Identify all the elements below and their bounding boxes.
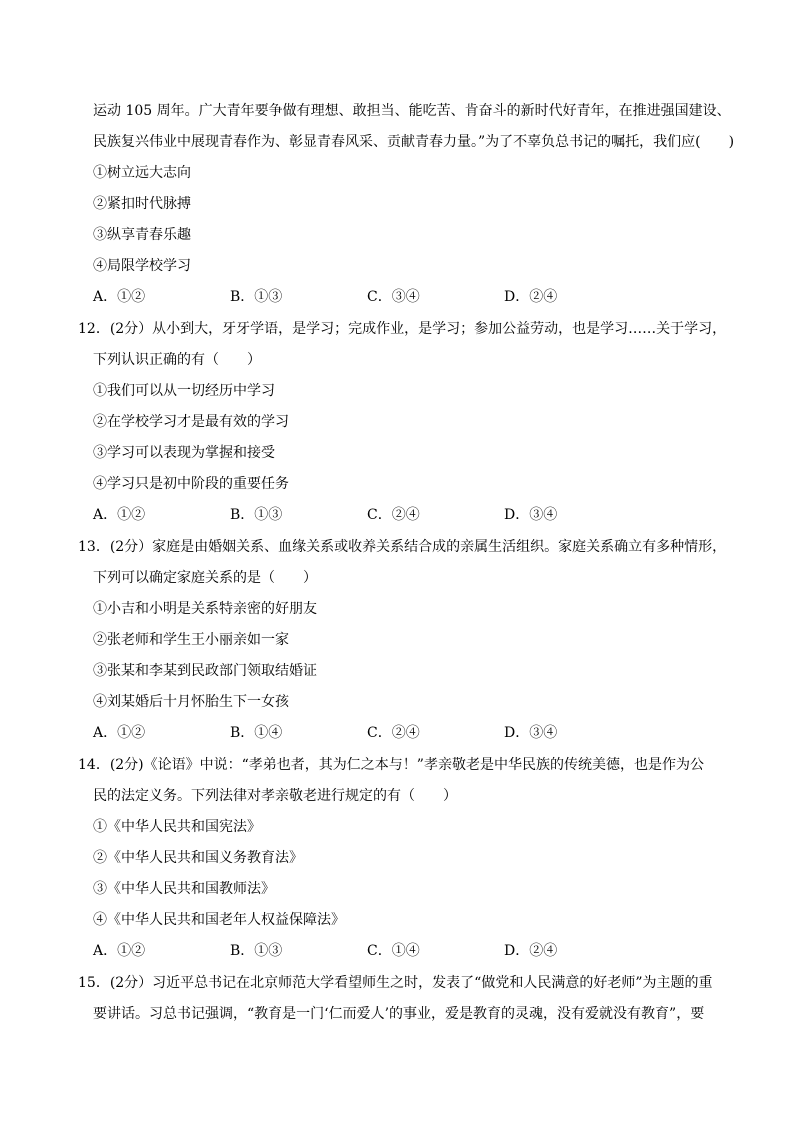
q11-item-2: ②紧扣时代脉搏 — [93, 196, 191, 212]
q14-item-3: ③《中华人民共和国教师法》 — [93, 881, 275, 897]
q12-stem-line1: 12．(2分）从小到大，牙牙学语，是学习；完成作业，是学习；参加公益劳动，也是学习……关于学习， — [78, 321, 727, 337]
q12-item-3: ③学习可以表现为掌握和接受 — [93, 445, 275, 461]
q13-answer-c: C．②④ — [367, 725, 420, 741]
q11-stem-line2: 民族复兴伟业中展现青春作为、彰显青春风采、贡献青春力量。”为了不辜负总书记的嘱托，我们应( ) — [93, 134, 735, 150]
q11-stem-line1: 运动 105 周年。广大青年要争做有理想、敢担当、能吃苦、肯奋斗的新时代好青年，在推进强国建设、 — [93, 103, 731, 119]
q11-item-4: ④局限学校学习 — [93, 258, 191, 274]
q11-answer-a: A．①② — [93, 289, 146, 305]
q15-stem-line2: 要讲话。习总书记强调，“教育是一门‘仁而爱人’的事业，爱是教育的灵魂，没有爱就没有教育”，要 — [93, 1006, 705, 1022]
q12-item-4: ④学习只是初中阶段的重要任务 — [93, 476, 289, 492]
q14-item-4: ④《中华人民共和国老年人权益保障法》 — [93, 912, 345, 928]
q12-stem-line2: 下列认识正确的有（ ） — [93, 352, 261, 368]
q11-item-3: ③纵享青春乐趣 — [93, 227, 191, 243]
q14-answer-a: A．①② — [93, 943, 146, 959]
q15-stem-line1: 15．(2分）习近平总书记在北京师范大学看望师生之时，发表了“做党和人民满意的好老师”为主题的重 — [78, 975, 713, 991]
q14-answer-d: D．②④ — [504, 943, 558, 959]
q13-stem-line1: 13．(2分）家庭是由婚姻关系、血缘关系或收养关系结合成的亲属生活组织。家庭关系确立有多种情形， — [78, 539, 727, 555]
q11-answer-b: B．①③ — [230, 289, 283, 305]
q11-item-1: ①树立远大志向 — [93, 165, 191, 181]
q13-item-3: ③张某和李某到民政部门领取结婚证 — [93, 663, 317, 679]
q12-item-1: ①我们可以从一切经历中学习 — [93, 383, 275, 399]
q11-answer-d: D．②④ — [504, 289, 558, 305]
q14-stem-line1: 14．(2分)《论语》中说：“孝弟也者，其为仁之本与！”孝亲敬老是中华民族的传统美德，也是作为公 — [78, 757, 704, 773]
q12-answer-c: C．②④ — [367, 507, 420, 523]
q12-answer-d: D．③④ — [504, 507, 558, 523]
q14-item-1: ①《中华人民共和国宪法》 — [93, 819, 261, 835]
q13-answer-d: D．③④ — [504, 725, 558, 741]
q13-item-4: ④刘某婚后十月怀胎生下一女孩 — [93, 694, 289, 710]
q13-answer-b: B．①④ — [230, 725, 283, 741]
q12-item-2: ②在学校学习才是最有效的学习 — [93, 414, 289, 430]
q12-answer-a: A．①② — [93, 507, 146, 523]
q12-answer-b: B．①③ — [230, 507, 283, 523]
q13-item-2: ②张老师和学生王小丽亲如一家 — [93, 632, 289, 648]
q13-answer-a: A．①② — [93, 725, 146, 741]
q14-item-2: ②《中华人民共和国义务教育法》 — [93, 850, 303, 866]
q13-item-1: ①小吉和小明是关系特亲密的好朋友 — [93, 601, 317, 617]
q14-answer-b: B．①③ — [230, 943, 283, 959]
q14-answer-c: C．①④ — [367, 943, 420, 959]
q14-stem-line2: 民的法定义务。下列法律对孝亲敬老进行规定的有（ ） — [93, 788, 457, 804]
q11-answer-c: C．③④ — [367, 289, 420, 305]
q13-stem-line2: 下列可以确定家庭关系的是（ ） — [93, 570, 317, 586]
